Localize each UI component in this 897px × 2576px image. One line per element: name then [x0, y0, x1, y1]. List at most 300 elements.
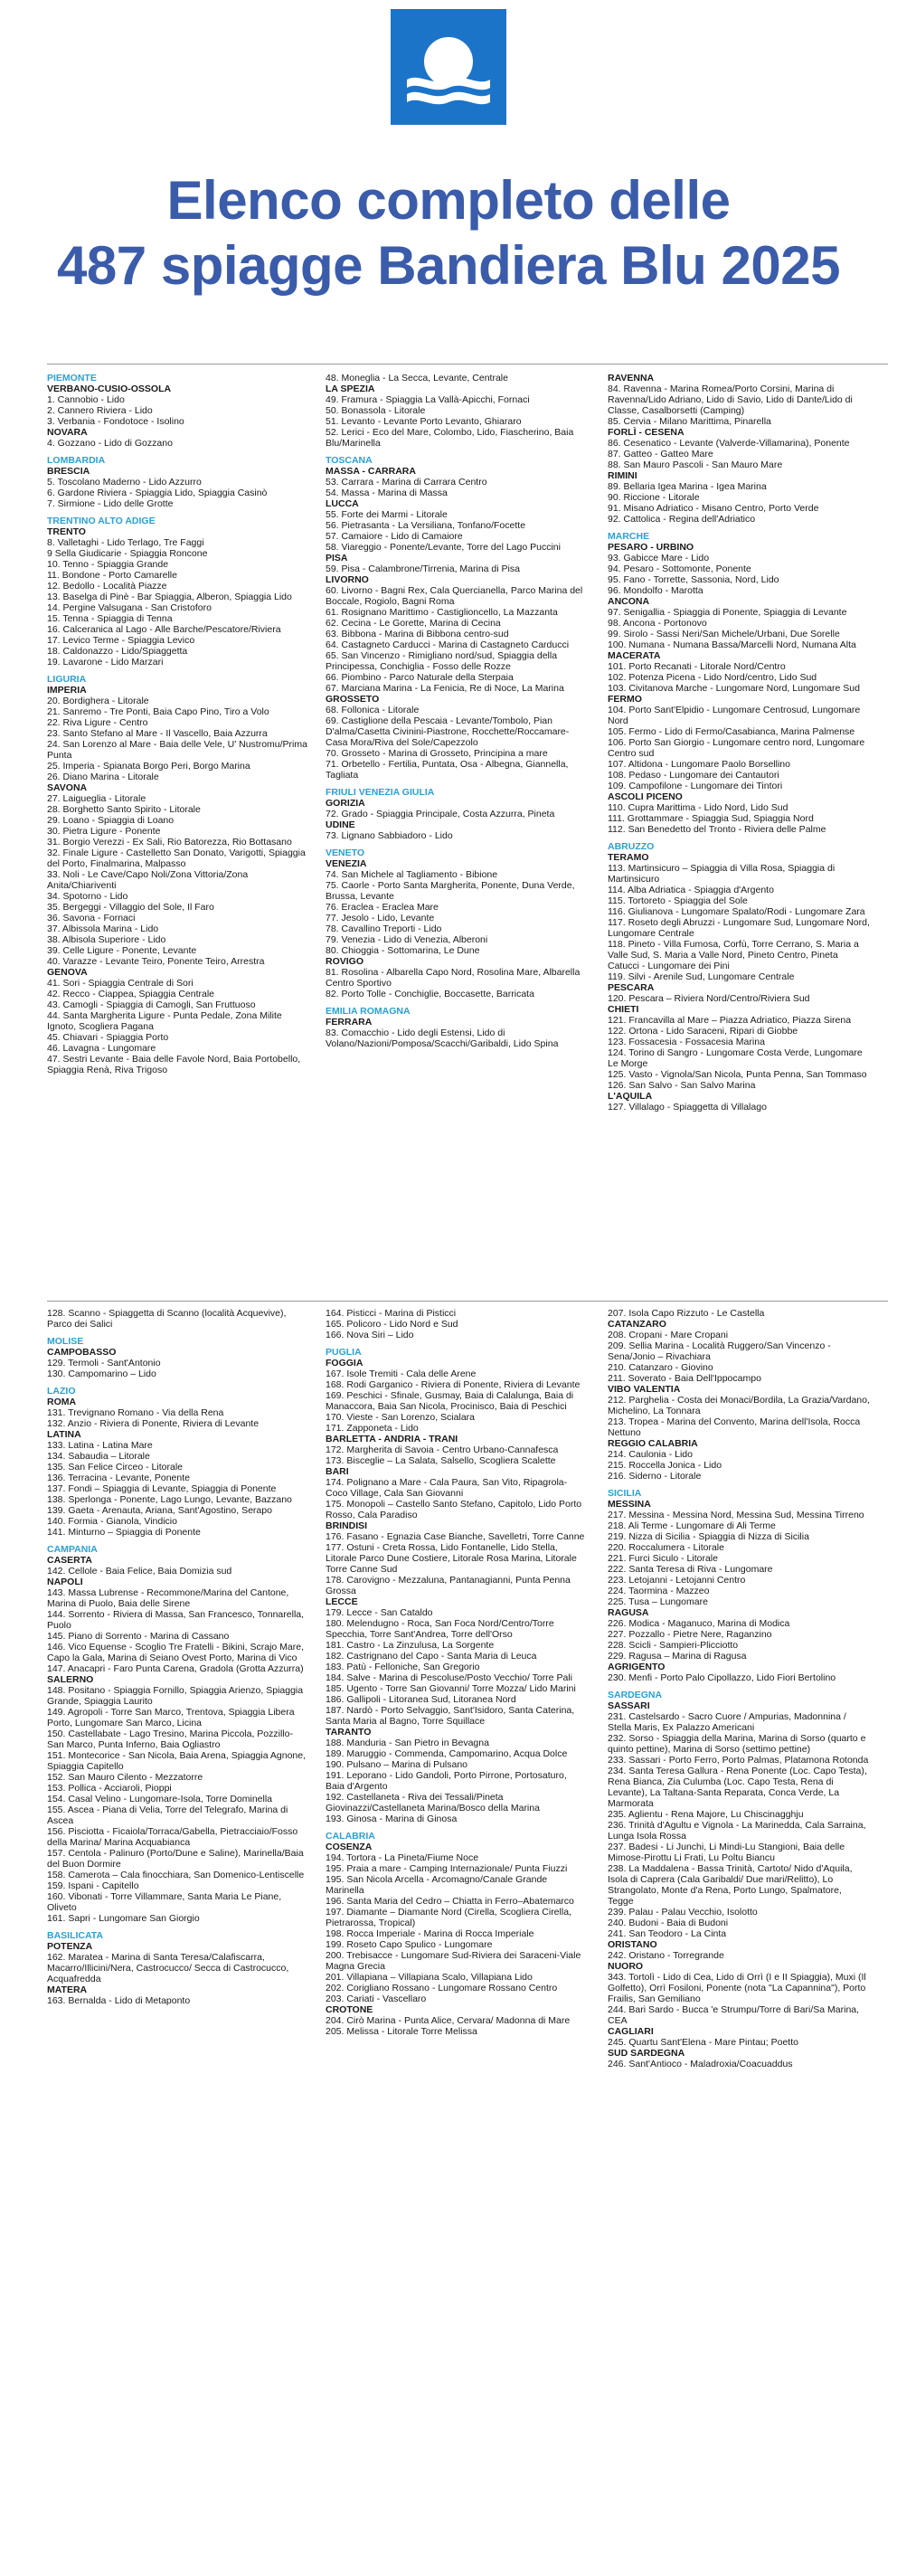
province-heading: RAGUSA: [608, 1607, 649, 1618]
beach-entry: 70. Grosseto - Marina di Grosseto, Principina a mare: [326, 748, 548, 759]
beach-entry: 73. Lignano Sabbiadoro - Lido: [326, 830, 453, 841]
region-heading: LIGURIA: [47, 674, 87, 685]
province-heading: PESCARA: [608, 982, 655, 993]
beach-entry: 213. Tropea - Marina del Convento, Marina dell'Isola, Rocca Nettuno: [608, 1416, 861, 1438]
beach-entry: 189. Maruggio - Commenda, Campomarino, Acqua Dolce: [326, 1748, 568, 1759]
beach-entry: 84. Ravenna - Marina Romea/Porto Corsini, Marina di Ravenna/Lido Adriano, Lido di Savio, Lido di Dante/Lido di Classe, Casalborsetti (Camping): [608, 384, 853, 416]
beach-entry: 121. Francavilla al Mare – Piazza Adriatico, Piazza Sirena: [608, 1015, 852, 1026]
beach-entry: 32. Finale Ligure - Castelletto San Donato, Varigotti, Spiaggia del Porto, Finalmarina, Malpasso: [47, 848, 306, 869]
beach-entry: 214. Caulonia - Lido: [608, 1449, 693, 1460]
province-heading: LATINA: [47, 1429, 81, 1440]
beach-entry: 22. Riva Ligure - Centro: [47, 717, 148, 728]
beach-entry: 156. Pisciotta - Ficaiola/Torraca/Gabella, Pietracciaio/Fosso della Marina/ Marina Acquabianca: [47, 1826, 298, 1848]
beach-entry: 34. Spotorno - Lido: [47, 891, 128, 902]
beach-entry: 169. Peschici - Sfinale, Gusmay, Baia di Calalunga, Baia di Manaccora, Baia San Nicola, Procinisco, Baia di Peschici: [326, 1390, 574, 1412]
beach-entry: 240. Budoni - Baia di Budoni: [608, 1918, 729, 1928]
region-group: [608, 1488, 870, 1683]
beach-entry: 85. Cervia - Milano Marittima, Pinarella: [608, 416, 771, 427]
beach-entry: 184. Salve - Marina di Pescoluse/Posto Vecchio/ Torre Pali: [326, 1672, 572, 1683]
beach-entry: 187. Nardò - Porto Selvaggio, Sant'Isidoro, Santa Caterina, Santa Maria al Bagno, Torre Squillace: [326, 1705, 575, 1727]
region-group: [47, 1386, 309, 1538]
beach-entry: 42. Recco - Ciappea, Spiaggia Centrale: [47, 989, 215, 999]
beach-entry: 227. Pozzallo - Pietre Nere, Raganzino: [608, 1629, 772, 1640]
region-group: [326, 848, 588, 999]
beach-entry: 140. Formia - Gianola, Vindicio: [47, 1516, 177, 1527]
beach-entry: 196. Santa Maria del Cedro – Chiatta in Ferro–Abatemarco: [326, 1896, 574, 1907]
province-heading: FOGGIA: [326, 1358, 364, 1368]
beach-entry: 40. Varazze - Levante Teiro, Ponente Teiro, Arrestra: [47, 956, 265, 967]
beach-entry: 110. Cupra Marittima - Lido Nord, Lido Sud: [608, 802, 788, 813]
beach-entry: 26. Diano Marina - Litorale: [47, 772, 159, 782]
beach-entry: 154. Casal Velino - Lungomare-Isola, Torre Dominella: [47, 1794, 273, 1804]
beach-entry: 50. Bonassola - Litorale: [326, 405, 426, 416]
beach-entry: 146. Vico Equense - Scoglio Tre Fratelli - Bikini, Scrajo Mare, Capo la Gala, Marina di Seiano Ovest Porto, Marina di Vico: [47, 1642, 305, 1663]
province-heading: TRENTO: [47, 526, 86, 537]
province-heading: LIVORNO: [326, 574, 369, 585]
beach-entry: 181. Castro - La Zinzulusa, La Sorgente: [326, 1640, 495, 1651]
beach-entry: 30. Pietra Ligure - Ponente: [47, 826, 161, 837]
beach-entry: 178. Carovigno - Mezzaluna, Pantanagianni, Punta Penna Grossa: [326, 1575, 571, 1596]
beach-list-column: [47, 373, 309, 1075]
beach-entry: 68. Follonica - Litorale: [326, 705, 420, 715]
beach-entry: 16. Calceranica al Lago - Alle Barche/Pescatore/Riviera: [47, 624, 281, 635]
beach-entry: 102. Potenza Picena - Lido Nord/centro, Lido Sud: [608, 672, 817, 683]
beach-entry: 166. Nova Siri – Lido: [326, 1330, 414, 1340]
beach-entry: 18. Caldonazzo - Lido/Spiaggetta: [47, 646, 188, 657]
beach-entry: 38. Albisola Superiore - Lido: [47, 934, 166, 945]
beach-entry: 112. San Benedetto del Tronto - Riviera delle Palme: [608, 824, 826, 835]
beach-entry: 33. Noli - Le Cave/Capo Noli/Zona Vittoria/Zona Anita/Chiariventi: [47, 869, 249, 891]
beach-entry: 76. Eraclea - Eraclea Mare: [326, 902, 439, 913]
beach-entry: 129. Termoli - Sant'Antonio: [47, 1358, 161, 1368]
region-heading: PIEMONTE: [47, 373, 97, 384]
beach-entry: 108. Pedaso - Lungomare dei Cantautori: [608, 770, 779, 781]
region-group: [326, 1308, 588, 1340]
beach-entry: 158. Camerota – Cala finocchiara, San Domenico-Lentiscelle: [47, 1870, 305, 1880]
beach-entry: 94. Pesaro - Sottomonte, Ponente: [608, 564, 751, 574]
beach-entry: 114. Alba Adriatica - Spiaggia d'Argento: [608, 885, 774, 895]
region-group: [47, 1336, 309, 1379]
beach-entry: 77. Jesolo - Lido, Levante: [326, 913, 435, 923]
region-heading: TRENTINO ALTO ADIGE: [47, 516, 156, 526]
beach-entry: 149. Agropoli - Torre San Marco, Trentova, Spiaggia Libera Porto, Lungomare San Marco, Licina: [47, 1707, 295, 1728]
province-heading: VIBO VALENTIA: [608, 1384, 681, 1395]
beach-entry: 96. Mondolfo - Marotta: [608, 585, 703, 596]
beach-entry: 5. Toscolano Maderno - Lido Azzurro: [47, 477, 202, 488]
beach-entry: 80. Chioggia - Sottomarina, Le Dune: [326, 945, 480, 956]
blue-flag-icon: [391, 9, 506, 125]
province-heading: VENEZIA: [326, 858, 367, 869]
beach-list-column: [326, 373, 588, 1049]
region-group: [47, 1544, 309, 1924]
beach-entry: 186. Gallipoli - Litoranea Sud, Litoranea Nord: [326, 1694, 516, 1705]
beach-entry: 132. Anzio - Riviera di Ponente, Riviera di Levante: [47, 1418, 260, 1429]
beach-entry: 61. Rosignano Marittimo - Castiglioncello, La Mazzanta: [326, 607, 558, 618]
beach-entry: 144. Sorrento - Riviera di Massa, San Francesco, Tonnarella, Puolo: [47, 1609, 305, 1631]
region-group: [326, 373, 588, 449]
province-heading: PESARO - URBINO: [608, 542, 694, 553]
beach-entry: 36. Savona - Fornaci: [47, 913, 136, 923]
beach-entry: 118. Pineto - Villa Fumosa, Corfù, Torre Cerrano, S. Maria a Valle Sud, S. Maria a Valle Nord, Pineto Centro, Pineta Catucci - Lungomare dei Pini: [608, 939, 859, 971]
province-heading: LA SPEZIA: [326, 384, 375, 394]
region-heading: SICILIA: [608, 1488, 642, 1499]
beach-entry: 72. Grado - Spiaggia Principale, Costa Azzurra, Pineta: [326, 809, 555, 819]
beach-entry: 31. Borgio Verezzi - Ex Sali, Rio Batorezza, Rio Bottasano: [47, 837, 292, 848]
beach-entry: 188. Manduria - San Pietro in Bevagna: [326, 1738, 489, 1748]
beach-entry: 66. Piombino - Parco Naturale della Sterpaia: [326, 672, 514, 683]
province-heading: IMPERIA: [47, 685, 87, 696]
province-heading: CATANZARO: [608, 1319, 666, 1330]
beach-entry: 233. Sassari - Porto Ferro, Porto Palmas, Platamona Rotonda: [608, 1755, 869, 1766]
beach-entry: 222. Santa Teresa di Riva - Lungomare: [608, 1564, 773, 1575]
divider-top: [47, 364, 888, 365]
beach-entry: 165. Policoro - Lido Nord e Sud: [326, 1319, 458, 1330]
beach-list-column: [326, 1308, 588, 2037]
beach-entry: 127. Villalago - Spiaggetta di Villalago: [608, 1102, 767, 1113]
region-heading: MOLISE: [47, 1336, 84, 1347]
province-heading: BRESCIA: [47, 466, 90, 477]
beach-entry: 176. Fasano - Egnazia Case Bianche, Savelletri, Torre Canne: [326, 1531, 585, 1542]
beach-entry: 215. Roccella Jonica - Lido: [608, 1460, 722, 1471]
beach-entry: 235. Aglientu - Rena Majore, Lu Chiscinagghju: [608, 1809, 804, 1820]
beach-entry: 103. Civitanova Marche - Lungomare Nord, Lungomare Sud: [608, 683, 860, 694]
province-heading: NAPOLI: [47, 1577, 83, 1587]
beach-entry: 141. Minturno – Spiaggia di Ponente: [47, 1527, 201, 1538]
region-heading: CALABRIA: [326, 1831, 375, 1842]
beach-entry: 177. Ostuni - Creta Rossa, Lido Fontanelle, Lido Stella, Litorale Parco Dune Costiere, Litorale Rosa Marina, Litorale Torre Canne Sud: [326, 1542, 577, 1575]
beach-entry: 39. Celle Ligure - Ponente, Levante: [47, 945, 197, 956]
beach-entry: 122. Ortona - Lido Saraceni, Ripari di Giobbe: [608, 1026, 798, 1037]
region-group: [326, 1831, 588, 2037]
province-heading: LUCCA: [326, 498, 359, 509]
beach-entry: 147. Anacapri - Faro Punta Carena, Gradola (Grotta Azzurra): [47, 1663, 304, 1674]
beach-entry: 78. Cavallino Treporti - Lido: [326, 923, 442, 934]
beach-entry: 174. Polignano a Mare - Cala Paura, San Vito, Ripagrola-Coco Village, Cala San Giovanni: [326, 1477, 568, 1499]
beach-entry: 131. Trevignano Romano - Via della Rena: [47, 1407, 224, 1418]
beach-entry: 167. Isole Tremiti - Cala delle Arene: [326, 1368, 477, 1379]
beach-entry: 190. Pulsano – Marina di Pulsano: [326, 1759, 468, 1770]
beach-entry: 28. Borghetto Santo Spirito - Litorale: [47, 804, 201, 815]
beach-entry: 92. Cattolica - Regina dell'Adriatico: [608, 514, 756, 525]
beach-entry: 116. Giulianova - Lungomare Spalato/Rodi - Lungomare Zara: [608, 906, 865, 917]
province-heading: L'AQUILA: [608, 1091, 653, 1102]
region-group: [47, 373, 309, 449]
title-line-1: Elenco completo delle: [166, 170, 731, 231]
beach-entry: 245. Quartu Sant'Elena - Mare Pintau; Poetto: [608, 2037, 798, 2048]
beach-entry: 155. Ascea - Piana di Velia, Torre del Telegrafo, Marina di Ascea: [47, 1804, 288, 1826]
province-heading: NOVARA: [47, 427, 88, 438]
province-heading: MATERA: [47, 1984, 88, 1995]
beach-entry: 21. Sanremo - Tre Ponti, Baia Capo Pino, Tiro a Volo: [47, 706, 269, 717]
province-heading: FORLÌ - CESENA: [608, 427, 685, 438]
beach-entry: 24. San Lorenzo al Mare - Baia delle Vele, U' Nustromu/Prima Punta: [47, 739, 307, 761]
beach-entry: 195. San Nicola Arcella - Arcomagno/Canale Grande Marinella: [326, 1874, 548, 1896]
beach-entry: 135. San Felice Circeo - Litorale: [47, 1462, 183, 1473]
title-line-2: 487 spiagge Bandiera Blu 2025: [57, 235, 840, 296]
beach-entry: 97. Senigallia - Spiaggia di Ponente, Spiaggia di Levante: [608, 607, 847, 618]
beach-entry: 229. Ragusa – Marina di Ragusa: [608, 1651, 747, 1662]
beach-entry: 100. Numana - Numana Bassa/Marcelli Nord, Numana Alta: [608, 639, 856, 650]
province-heading: ROMA: [47, 1397, 77, 1407]
beach-entry: 150. Castellabate - Lago Tresino, Marina Piccola, Pozzillo-San Marco, Punta Inferno, Baia Ogliastro: [47, 1728, 293, 1750]
beach-entry: 217. Messina - Messina Nord, Messina Sud, Messina Tirreno: [608, 1510, 864, 1520]
province-heading: GROSSETO: [326, 694, 380, 705]
beach-entry: 113. Martinsicuro – Spiaggia di Villa Rosa, Spiaggia di Martinsicuro: [608, 863, 836, 885]
beach-entry: 90. Riccione - Litorale: [608, 492, 700, 503]
beach-entry: 201. Villapiana – Villapiana Scalo, Villapiana Lido: [326, 1972, 533, 1983]
province-heading: COSENZA: [326, 1842, 373, 1852]
beach-entry: 211. Soverato - Baia Dell'Ippocampo: [608, 1373, 761, 1384]
province-heading: FERMO: [608, 694, 642, 705]
beach-entry: 98. Ancona - Portonovo: [608, 618, 707, 629]
beach-entry: 179. Lecce - San Cataldo: [326, 1607, 433, 1618]
province-heading: MESSINA: [608, 1499, 651, 1510]
beach-entry: 55. Forte dei Marmi - Litorale: [326, 509, 448, 520]
province-heading: ANCONA: [608, 596, 650, 607]
beach-entry: 216. Siderno - Litorale: [608, 1471, 702, 1482]
province-heading: NUORO: [608, 1961, 644, 1972]
beach-entry: 75. Caorle - Porto Santa Margherita, Ponente, Duna Verde, Brussa, Levante: [326, 880, 575, 902]
beach-entry: 239. Palau - Palau Vecchio, Isolotto: [608, 1907, 758, 1918]
province-heading: CHIETI: [608, 1004, 639, 1015]
province-heading: TERAMO: [608, 852, 649, 863]
region-heading: CAMPANIA: [47, 1544, 98, 1555]
province-heading: RIMINI: [608, 470, 637, 481]
beach-entry: 63. Bibbona - Marina di Bibbona centro-sud: [326, 629, 509, 639]
beach-entry: 19. Lavarone - Lido Marzari: [47, 657, 164, 668]
beach-entry: 209. Sellia Marina - Località Ruggero/San Vincenzo - Sena/Jonio – Rivachiara: [608, 1340, 831, 1362]
beach-entry: 203. Cariati - Vascellaro: [326, 1994, 427, 2004]
beach-entry: 232. Sorso - Spiaggia della Marina, Marina di Sorso (quarto e quinto pettine), Marina di Sorso (settimo pettine): [608, 1733, 866, 1755]
beach-entry: 47. Sestri Levante - Baia delle Favole Nord, Baia Portobello, Spiaggia Renà, Riva Trigoso: [47, 1054, 301, 1075]
beach-entry: 221. Furci Siculo - Litorale: [608, 1553, 718, 1564]
beach-entry: 51. Levanto - Levante Porto Levanto, Ghiararo: [326, 416, 522, 427]
beach-entry: 160. Vibonati - Torre Villammare, Santa Maria Le Piane, Oliveto: [47, 1891, 282, 1913]
beach-entry: 212. Parghelia - Costa dei Monaci/Bordila, La Grazia/Vardano, Michelino, La Tonnara: [608, 1395, 870, 1416]
beach-entry: 126. San Salvo - San Salvo Marina: [608, 1080, 756, 1091]
province-heading: AGRIGENTO: [608, 1662, 666, 1672]
beach-entry: 106. Porto San Giorgio - Lungomare centro nord, Lungomare Centro sud: [608, 737, 865, 759]
beach-entry: 29. Loano - Spiaggia di Loano: [47, 815, 175, 826]
beach-list-column: [47, 1308, 309, 2006]
region-heading: FRIULI VENEZIA GIULIA: [326, 787, 435, 798]
beach-entry: 37. Albissola Marina - Lido: [47, 923, 159, 934]
beach-entry: 223. Letojanni - Letojanni Centro: [608, 1575, 746, 1586]
province-heading: SALERNO: [47, 1674, 94, 1685]
province-heading: VERBANO-CUSIO-OSSOLA: [47, 384, 172, 394]
region-group: [47, 1308, 309, 1330]
region-heading: ABRUZZO: [608, 841, 655, 852]
beach-entry: 58. Viareggio - Ponente/Levante, Torre del Lago Puccini: [326, 542, 561, 553]
province-heading: ASCOLI PICENO: [608, 791, 683, 802]
beach-entry: 230. Menfi - Porto Palo Cipollazzo, Lido Fiori Bertolino: [608, 1672, 836, 1683]
beach-entry: 168. Rodi Garganico - Riviera di Ponente, Riviera di Levante: [326, 1379, 581, 1390]
region-group: [608, 1690, 870, 2069]
beach-entry: 48. Moneglia - La Secca, Levante, Centrale: [326, 373, 508, 384]
beach-entry: 195. Praia a mare - Camping Internazionale/ Punta Fiuzzi: [326, 1863, 568, 1874]
region-heading: TOSCANA: [326, 455, 373, 466]
beach-entry: 200. Trebisacce - Lungomare Sud-Riviera dei Saraceni-Viale Magna Grecia: [326, 1950, 581, 1972]
beach-entry: 204. Cirò Marina - Punta Alice, Cervara/ Madonna di Mare: [326, 2015, 571, 2026]
beach-entry: 35. Bergeggi - Villaggio del Sole, Il Faro: [47, 902, 214, 913]
beach-entry: 115. Tortoreto - Spiaggia del Sole: [608, 895, 748, 906]
beach-entry: 2. Cannero Riviera - Lido: [47, 405, 153, 416]
beach-entry: 25. Imperia - Spianata Borgo Peri, Borgo Marina: [47, 761, 250, 772]
beach-entry: 74. San Michele al Tagliamento - Bibione: [326, 869, 498, 880]
beach-entry: 225. Tusa – Lungomare: [608, 1596, 708, 1607]
province-heading: SAVONA: [47, 782, 88, 793]
beach-entry: 65. San Vincenzo - Rimigliano nord/sud, Spiaggia della Principessa, Conchiglia - Fosso delle Rozze: [326, 650, 558, 672]
beach-entry: 234. Santa Teresa Gallura - Rena Ponente (Loc. Capo Testa), Rena Bianca, Zia Culumba (Loc. Capo Testa, Rena di Levante), La Taltana-Santa Reparata, Conca Verde, La Marmorata: [608, 1766, 867, 1809]
beach-entry: 6. Gardone Riviera - Spiaggia Lido, Spiaggia Casinò: [47, 488, 268, 498]
beach-entry: 162. Maratea - Marina di Santa Teresa/Calafiscarra, Macarro/Illicini/Nera, Castrocucco/ Secca di Castrocucco, Acquafredda: [47, 1952, 289, 1984]
region-heading: MARCHE: [608, 531, 650, 542]
beach-entry: 208. Cropani - Mare Cropani: [608, 1330, 729, 1340]
beach-entry: 210. Catanzaro - Giovino: [608, 1362, 713, 1373]
province-heading: POTENZA: [47, 1941, 93, 1952]
region-group: [608, 531, 870, 835]
province-heading: BARI: [326, 1466, 349, 1477]
region-group: [47, 1930, 309, 2006]
beach-entry: 133. Latina - Latina Mare: [47, 1440, 153, 1451]
region-heading: SARDEGNA: [608, 1690, 663, 1700]
region-group: [608, 1308, 870, 1482]
beach-entry: 192. Castellaneta - Riva dei Tessali/Pineta Giovinazzi/Castellaneta Marina/Bosco della Marina: [326, 1792, 540, 1814]
beach-entry: 159. Ispani - Capitello: [47, 1880, 139, 1891]
beach-entry: 343. Tortolì - Lido di Cea, Lido di Orrì (I e II Spiaggia), Muxi (Il Golfetto), Orrì Fosiloni, Ponente (nota "La Capannina"), Porto Frailis, San Gemiliano: [608, 1972, 866, 2004]
beach-list-column: [608, 1308, 870, 2069]
province-heading: MACERATA: [608, 650, 661, 661]
beach-entry: 46. Lavagna - Lungomare: [47, 1043, 156, 1054]
beach-entry: 142. Cellole - Baia Felice, Baia Domizia sud: [47, 1566, 232, 1577]
beach-entry: 246. Sant'Antioco - Maladroxia/Coacuaddus: [608, 2059, 793, 2069]
beach-entry: 164. Pisticci - Marina di Pisticci: [326, 1308, 457, 1319]
beach-entry: 101. Porto Recanati - Litorale Nord/Centro: [608, 661, 786, 672]
beach-entry: 89. Bellaria Igea Marina - Igea Marina: [608, 481, 767, 492]
region-heading: LOMBARDIA: [47, 455, 106, 466]
beach-entry: 64. Castagneto Carducci - Marina di Castagneto Carducci: [326, 639, 570, 650]
beach-entry: 45. Chiavari - Spiaggia Porto: [47, 1032, 169, 1043]
beach-entry: 199. Roseto Capo Spulico - Lungomare: [326, 1939, 493, 1950]
beach-entry: 79. Venezia - Lido di Venezia, Alberoni: [326, 934, 488, 945]
region-group: [47, 674, 309, 1075]
beach-entry: 43. Camogli - Spiaggia di Camogli, San Fruttuoso: [47, 999, 256, 1010]
beach-entry: 238. La Maddalena - Bassa Trinità, Cartoto/ Nido d'Aquila, Isola di Caprera (Cala Garibaldi/ Due mari/Relitto), Lo Strangolato, Monte d'a Rena, Porto Lungo, Spalmatore, Tegge: [608, 1863, 853, 1907]
beach-entry: 148. Positano - Spiaggia Fornillo, Spiaggia Arienzo, Spiaggia Grande, Spiaggia Laurito: [47, 1685, 304, 1707]
beach-entry: 14. Pergine Valsugana - San Cristoforo: [47, 602, 212, 613]
beach-entry: 107. Altidona - Lungomare Paolo Borsellino: [608, 759, 790, 770]
beach-entry: 124. Torino di Sangro - Lungomare Costa Verde, Lungomare Le Morge: [608, 1047, 863, 1069]
province-heading: GENOVA: [47, 967, 88, 978]
beach-entry: 153. Pollica - Acciaroli, Pioppi: [47, 1783, 172, 1794]
province-heading: CAGLIARI: [608, 2026, 654, 2037]
beach-entry: 88. San Mauro Pascoli - San Mauro Mare: [608, 459, 783, 470]
beach-entry: 83. Comacchio - Lido degli Estensi, Lido di Volano/Nazioni/Pomposa/Scacchi/Garibaldi, Lido Spina: [326, 1028, 559, 1049]
beach-list-section-2: [47, 1308, 888, 2556]
beach-entry: 123. Fossacesia - Fossacesia Marina: [608, 1037, 765, 1047]
beach-entry: 104. Porto Sant'Elpidio - Lungomare Centrosud, Lungomare Nord: [608, 705, 861, 726]
beach-entry: 52. Lerici - Eco del Mare, Colombo, Lido, Fiascherino, Baia Blu/Marinella: [326, 427, 574, 449]
province-heading: BARLETTA - ANDRIA - TRANI: [326, 1434, 458, 1444]
region-heading: VENETO: [326, 848, 364, 858]
province-heading: BRINDISI: [326, 1520, 368, 1531]
beach-entry: 15. Tenna - Spiaggia di Tenna: [47, 613, 173, 624]
beach-entry: 128. Scanno - Spiaggetta di Scanno (località Acquevive), Parco dei Salici: [47, 1308, 287, 1330]
beach-entry: 20. Bordighera - Litorale: [47, 696, 149, 706]
beach-entry: 91. Misano Adriatico - Misano Centro, Porto Verde: [608, 503, 819, 514]
region-group: [326, 455, 588, 781]
province-heading: SUD SARDEGNA: [608, 2048, 685, 2059]
province-heading: FERRARA: [326, 1017, 373, 1028]
beach-entry: 143. Massa Lubrense - Recommone/Marina del Cantone, Marina di Puolo, Baia delle Sirene: [47, 1587, 289, 1609]
beach-entry: 82. Porto Tolle - Conchiglie, Boccasette, Barricata: [326, 989, 534, 999]
page-title: [0, 168, 897, 298]
beach-entry: 151. Montecorice - San Nicola, Baia Arena, Spiaggia Agnone, Spiaggia Capitello: [47, 1750, 307, 1772]
beach-entry: 125. Vasto - Vignola/San Nicola, Punta Penna, San Tommaso: [608, 1069, 867, 1080]
beach-entry: 198. Rocca Imperiale - Marina di Rocca Imperiale: [326, 1928, 534, 1939]
region-group: [47, 516, 309, 668]
beach-list-section-1: [47, 373, 888, 1113]
beach-entry: 183. Patù - Felloniche, San Gregorio: [326, 1662, 480, 1672]
beach-entry: 130. Campomarino – Lido: [47, 1368, 156, 1379]
beach-entry: 193. Ginosa - Marina di Ginosa: [326, 1814, 458, 1824]
beach-entry: 44. Santa Margherita Ligure - Punta Pedale, Zona Milite Ignoto, Scogliera Pagana: [47, 1010, 282, 1032]
beach-entry: 231. Castelsardo - Sacro Cuore / Ampurias, Madonnina / Stella Maris, Ex Palazzo Americani: [608, 1711, 846, 1733]
region-heading: BASILICATA: [47, 1930, 104, 1941]
province-heading: RAVENNA: [608, 373, 655, 384]
province-heading: CASERTA: [47, 1555, 92, 1566]
beach-entry: 191. Leporano - Lido Gandoli, Porto Pirrone, Portosaturo, Baia d'Argento: [326, 1770, 567, 1792]
beach-entry: 105. Fermo - Lido di Fermo/Casabianca, Marina Palmense: [608, 726, 855, 737]
beach-entry: 49. Framura - Spiaggia La Vallà-Apicchi, Fornaci: [326, 394, 530, 405]
beach-entry: 207. Isola Capo Rizzuto - Le Castella: [608, 1308, 765, 1319]
beach-entry: 12. Bedollo - Località Piazze: [47, 581, 167, 592]
region-group: [326, 1347, 588, 1824]
beach-entry: 134. Sabaudia – Litorale: [47, 1451, 150, 1462]
region-group: [608, 841, 870, 1113]
region-heading: PUGLIA: [326, 1347, 362, 1358]
beach-entry: 197. Diamante – Diamante Nord (Cirella, Scogliera Cirella, Pietrarossa, Tropical): [326, 1907, 571, 1928]
beach-entry: 220. Roccalumera - Litorale: [608, 1542, 724, 1553]
province-heading: UDINE: [326, 819, 355, 830]
beach-entry: 120. Pescara – Riviera Nord/Centro/Riviera Sud: [608, 993, 810, 1004]
beach-entry: 182. Castrignano del Capo - Santa Maria di Leuca: [326, 1651, 537, 1662]
beach-entry: 59. Pisa - Calambrone/Tirrenia, Marina di Pisa: [326, 564, 520, 574]
beach-entry: 137. Fondi – Spiaggia di Levante, Spiaggia di Ponente: [47, 1483, 277, 1494]
beach-entry: 194. Tortora - La Pineta/Fiume Noce: [326, 1852, 479, 1863]
beach-entry: 23. Santo Stefano al Mare - Il Vascello, Baia Azzurra: [47, 728, 268, 739]
beach-entry: 185. Ugento - Torre San Giovanni/ Torre Mozza/ Lido Marini: [326, 1683, 576, 1694]
region-group: [608, 373, 870, 525]
beach-entry: 244. Bari Sardo - Bucca 'e Strumpu/Torre di Bari/Sa Marina, CEA: [608, 2004, 860, 2026]
beach-entry: 95. Fano - Torrette, Sassonia, Nord, Lido: [608, 574, 779, 585]
region-heading: LAZIO: [47, 1386, 76, 1397]
beach-entry: 219. Nizza di Sicilia - Spiaggia di Nizza di Sicilia: [608, 1531, 809, 1542]
region-group: [326, 1006, 588, 1049]
beach-entry: 145. Piano di Sorrento - Marina di Cassano: [47, 1631, 230, 1642]
beach-entry: 202. Corigliano Rossano - Lungomare Rossano Centro: [326, 1983, 558, 1994]
province-heading: CROTONE: [326, 2004, 373, 2015]
region-group: [47, 455, 309, 509]
beach-entry: 218. Ali Terme - Lungomare di Ali Terme: [608, 1520, 776, 1531]
province-heading: SASSARI: [608, 1700, 650, 1711]
beach-entry: 87. Gatteo - Gatteo Mare: [608, 449, 713, 459]
beach-entry: 119. Silvi - Arenile Sud, Lungomare Centrale: [608, 971, 795, 982]
beach-entry: 139. Gaeta - Arenauta, Ariana, Sant'Agostino, Serapo: [47, 1505, 272, 1516]
beach-entry: 163. Bernalda - Lido di Metaponto: [47, 1995, 191, 2006]
province-heading: TARANTO: [326, 1727, 372, 1738]
beach-entry: 236. Trinità d'Agultu e Vignola - La Marinedda, Cala Sarraina, Lunga Isola Rossa: [608, 1820, 866, 1842]
